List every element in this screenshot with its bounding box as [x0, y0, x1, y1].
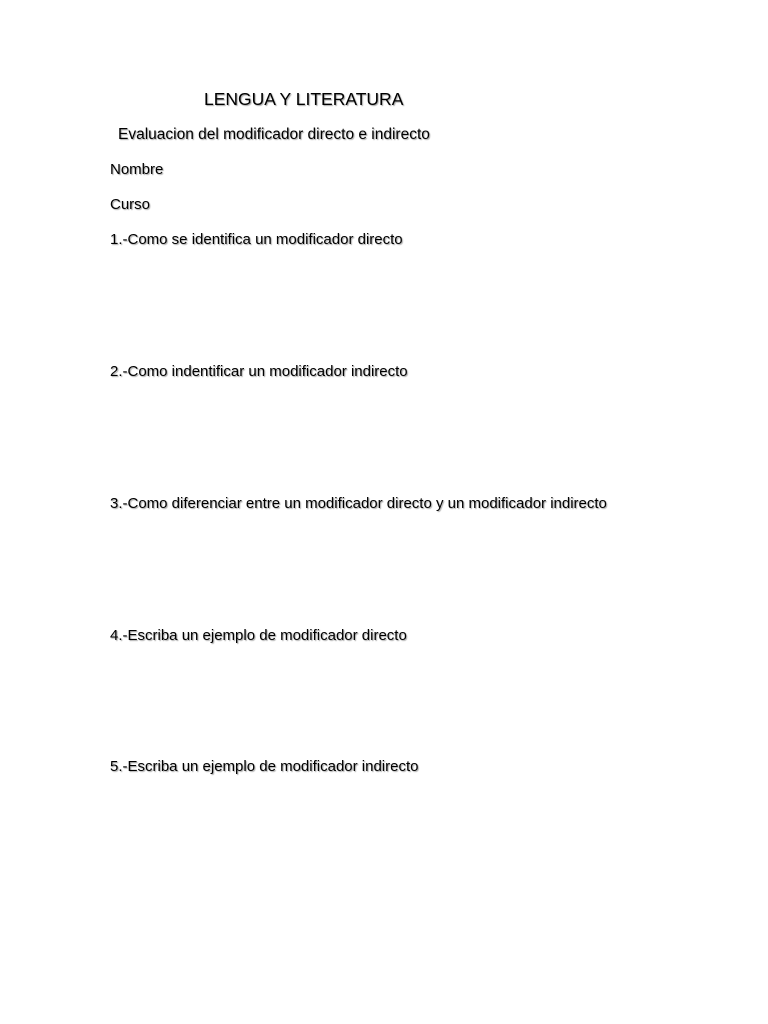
- page-title: LENGUA Y LITERATURA: [204, 89, 404, 109]
- course-field-label: Curso: [110, 196, 151, 213]
- question-2: 2.-Como indentificar un modificador indirecto: [110, 363, 408, 380]
- question-5: 5.-Escriba un ejemplo de modificador indirecto: [110, 758, 419, 775]
- question-4: 4.-Escriba un ejemplo de modificador directo: [110, 627, 407, 644]
- page-subtitle: Evaluacion del modificador directo e indirecto: [118, 126, 430, 143]
- question-1: 1.-Como se identifica un modificador directo: [110, 231, 403, 248]
- question-3: 3.-Como diferenciar entre un modificador directo y un modificador indirecto: [110, 495, 607, 512]
- name-field-label: Nombre: [110, 161, 164, 178]
